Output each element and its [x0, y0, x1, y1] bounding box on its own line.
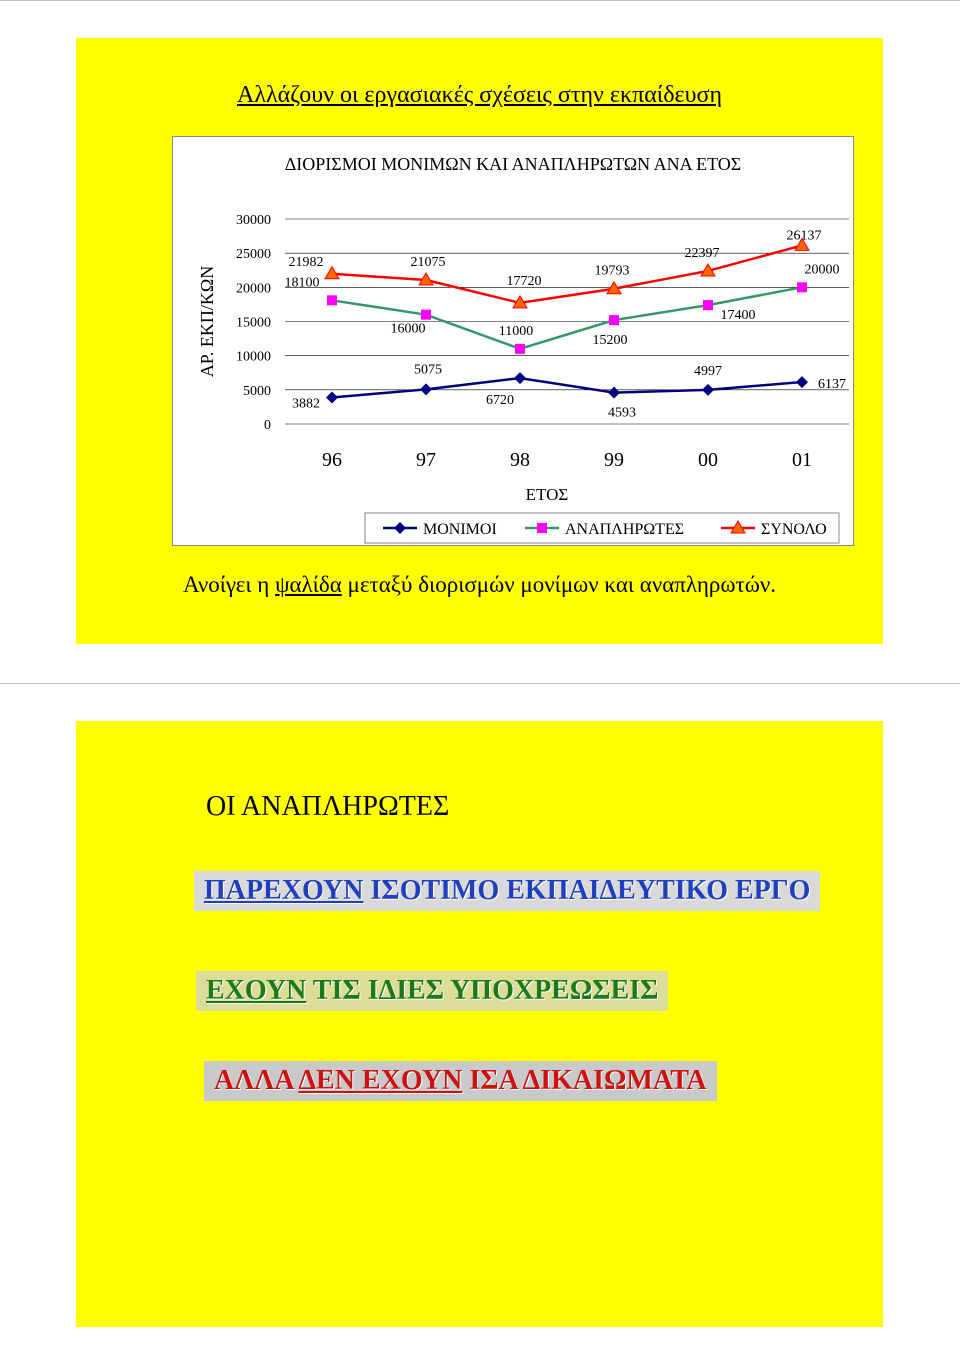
statement-3-text-1: ΑΛΛΑ: [214, 1065, 299, 1096]
x-tick-label: 01: [792, 449, 812, 471]
chart-area: [172, 136, 854, 546]
statement-1-keyword: ΠΑΡΕΧΟΥΝ: [204, 875, 364, 906]
data-label: 21075: [410, 254, 446, 270]
slide-1-title: Αλλάζουν οι εργασιακές σχέσεις στην εκπαίδευση: [236, 82, 722, 108]
marker-square: [797, 282, 807, 292]
slide-2: [76, 721, 883, 1327]
x-tick-label: 98: [510, 449, 530, 471]
caption-text-2: μεταξύ διορισμών μονίμων και αναπληρωτών.: [341, 572, 777, 597]
data-label: 26137: [786, 228, 822, 244]
x-tick-label: 97: [416, 449, 436, 471]
marker-square: [327, 295, 337, 305]
marker-square: [421, 310, 431, 320]
data-label: 17720: [506, 273, 542, 289]
series-line-3: [332, 245, 802, 303]
marker-triangle: [325, 267, 339, 279]
statement-1-text: ΙΣΟΤΙΜΟ ΕΚΠΑΙΔΕΥΤΙΚΟ ΕΡΓΟ: [363, 875, 811, 906]
y-tick-label: 15000: [236, 315, 271, 331]
y-tick-label: 25000: [236, 247, 271, 263]
slide-2-title: ΟΙ ΑΝΑΠΛΗΡΩΤΕΣ: [206, 791, 450, 822]
data-label: 3882: [292, 396, 320, 412]
slide-1: [76, 38, 883, 644]
caption-text-underlined: ψαλίδα: [275, 572, 342, 597]
statement-1: [194, 871, 820, 911]
x-tick-label: 99: [604, 449, 624, 471]
y-tick-label: 0: [264, 418, 271, 433]
caption-text-1: Ανοίγει η: [182, 572, 276, 597]
legend-entry: ΑΝΑΠΛΗΡΩΤΕΣ: [565, 521, 685, 538]
legend-entry: ΜΟΝΙΜΟΙ: [423, 521, 497, 538]
data-label: 6137: [818, 377, 846, 393]
data-label: 4593: [608, 405, 636, 421]
data-label: 22397: [684, 245, 720, 261]
data-label: 16000: [390, 321, 426, 337]
marker-diamond: [796, 376, 808, 388]
y-tick-label: 20000: [236, 281, 271, 297]
statement-3-keyword: ΔΕΝ ΕΧΟΥΝ: [298, 1065, 463, 1096]
line-chart: [173, 137, 853, 545]
data-label: 18100: [284, 275, 320, 291]
marker-square: [515, 344, 525, 354]
data-label: 21982: [288, 254, 324, 270]
x-tick-label: 96: [322, 449, 342, 471]
data-label: 15200: [592, 333, 628, 349]
x-axis-label: ΕΤΟΣ: [525, 485, 569, 504]
statement-2: [196, 971, 668, 1011]
x-tick-label: 00: [698, 449, 718, 471]
data-label: 19793: [594, 263, 630, 279]
data-label: 6720: [486, 393, 514, 409]
marker-diamond: [326, 391, 338, 403]
statement-2-keyword: ΕΧΟΥΝ: [206, 975, 307, 1006]
marker-diamond: [608, 387, 620, 399]
data-label: 20000: [804, 262, 840, 278]
marker-diamond: [514, 372, 526, 384]
legend-marker: [537, 523, 547, 533]
y-tick-label: 10000: [236, 349, 271, 365]
series-line-1: [332, 378, 802, 397]
data-label: 11000: [498, 323, 534, 339]
data-label: 4997: [694, 363, 722, 379]
data-label: 17400: [720, 308, 756, 324]
y-tick-label: 30000: [236, 213, 271, 228]
statement-3-text-2: ΙΣΑ ΔΙΚΑΙΩΜΑΤΑ: [462, 1065, 707, 1096]
marker-diamond: [702, 384, 714, 396]
y-tick-label: 5000: [243, 383, 271, 399]
marker-square: [609, 315, 619, 325]
slide-1-caption: [76, 572, 883, 598]
marker-square: [703, 300, 713, 310]
statement-2-text: ΤΙΣ ΙΔΙΕΣ ΥΠΟΧΡΕΩΣΕΙΣ: [306, 975, 659, 1006]
data-label: 5075: [414, 362, 442, 378]
chart-title: ΔΙΟΡΙΣΜΟΙ ΜΟΝΙΜΩΝ ΚΑΙ ΑΝΑΠΛΗΡΩΤΩΝ ΑΝΑ ΕΤΟΣ: [284, 154, 742, 174]
marker-diamond: [420, 383, 432, 395]
y-axis-label: ΑΡ. ΕΚΠ/ΚΩΝ: [197, 265, 217, 378]
legend-entry: ΣΥΝΟΛΟ: [761, 521, 827, 538]
statement-3: [204, 1061, 717, 1101]
